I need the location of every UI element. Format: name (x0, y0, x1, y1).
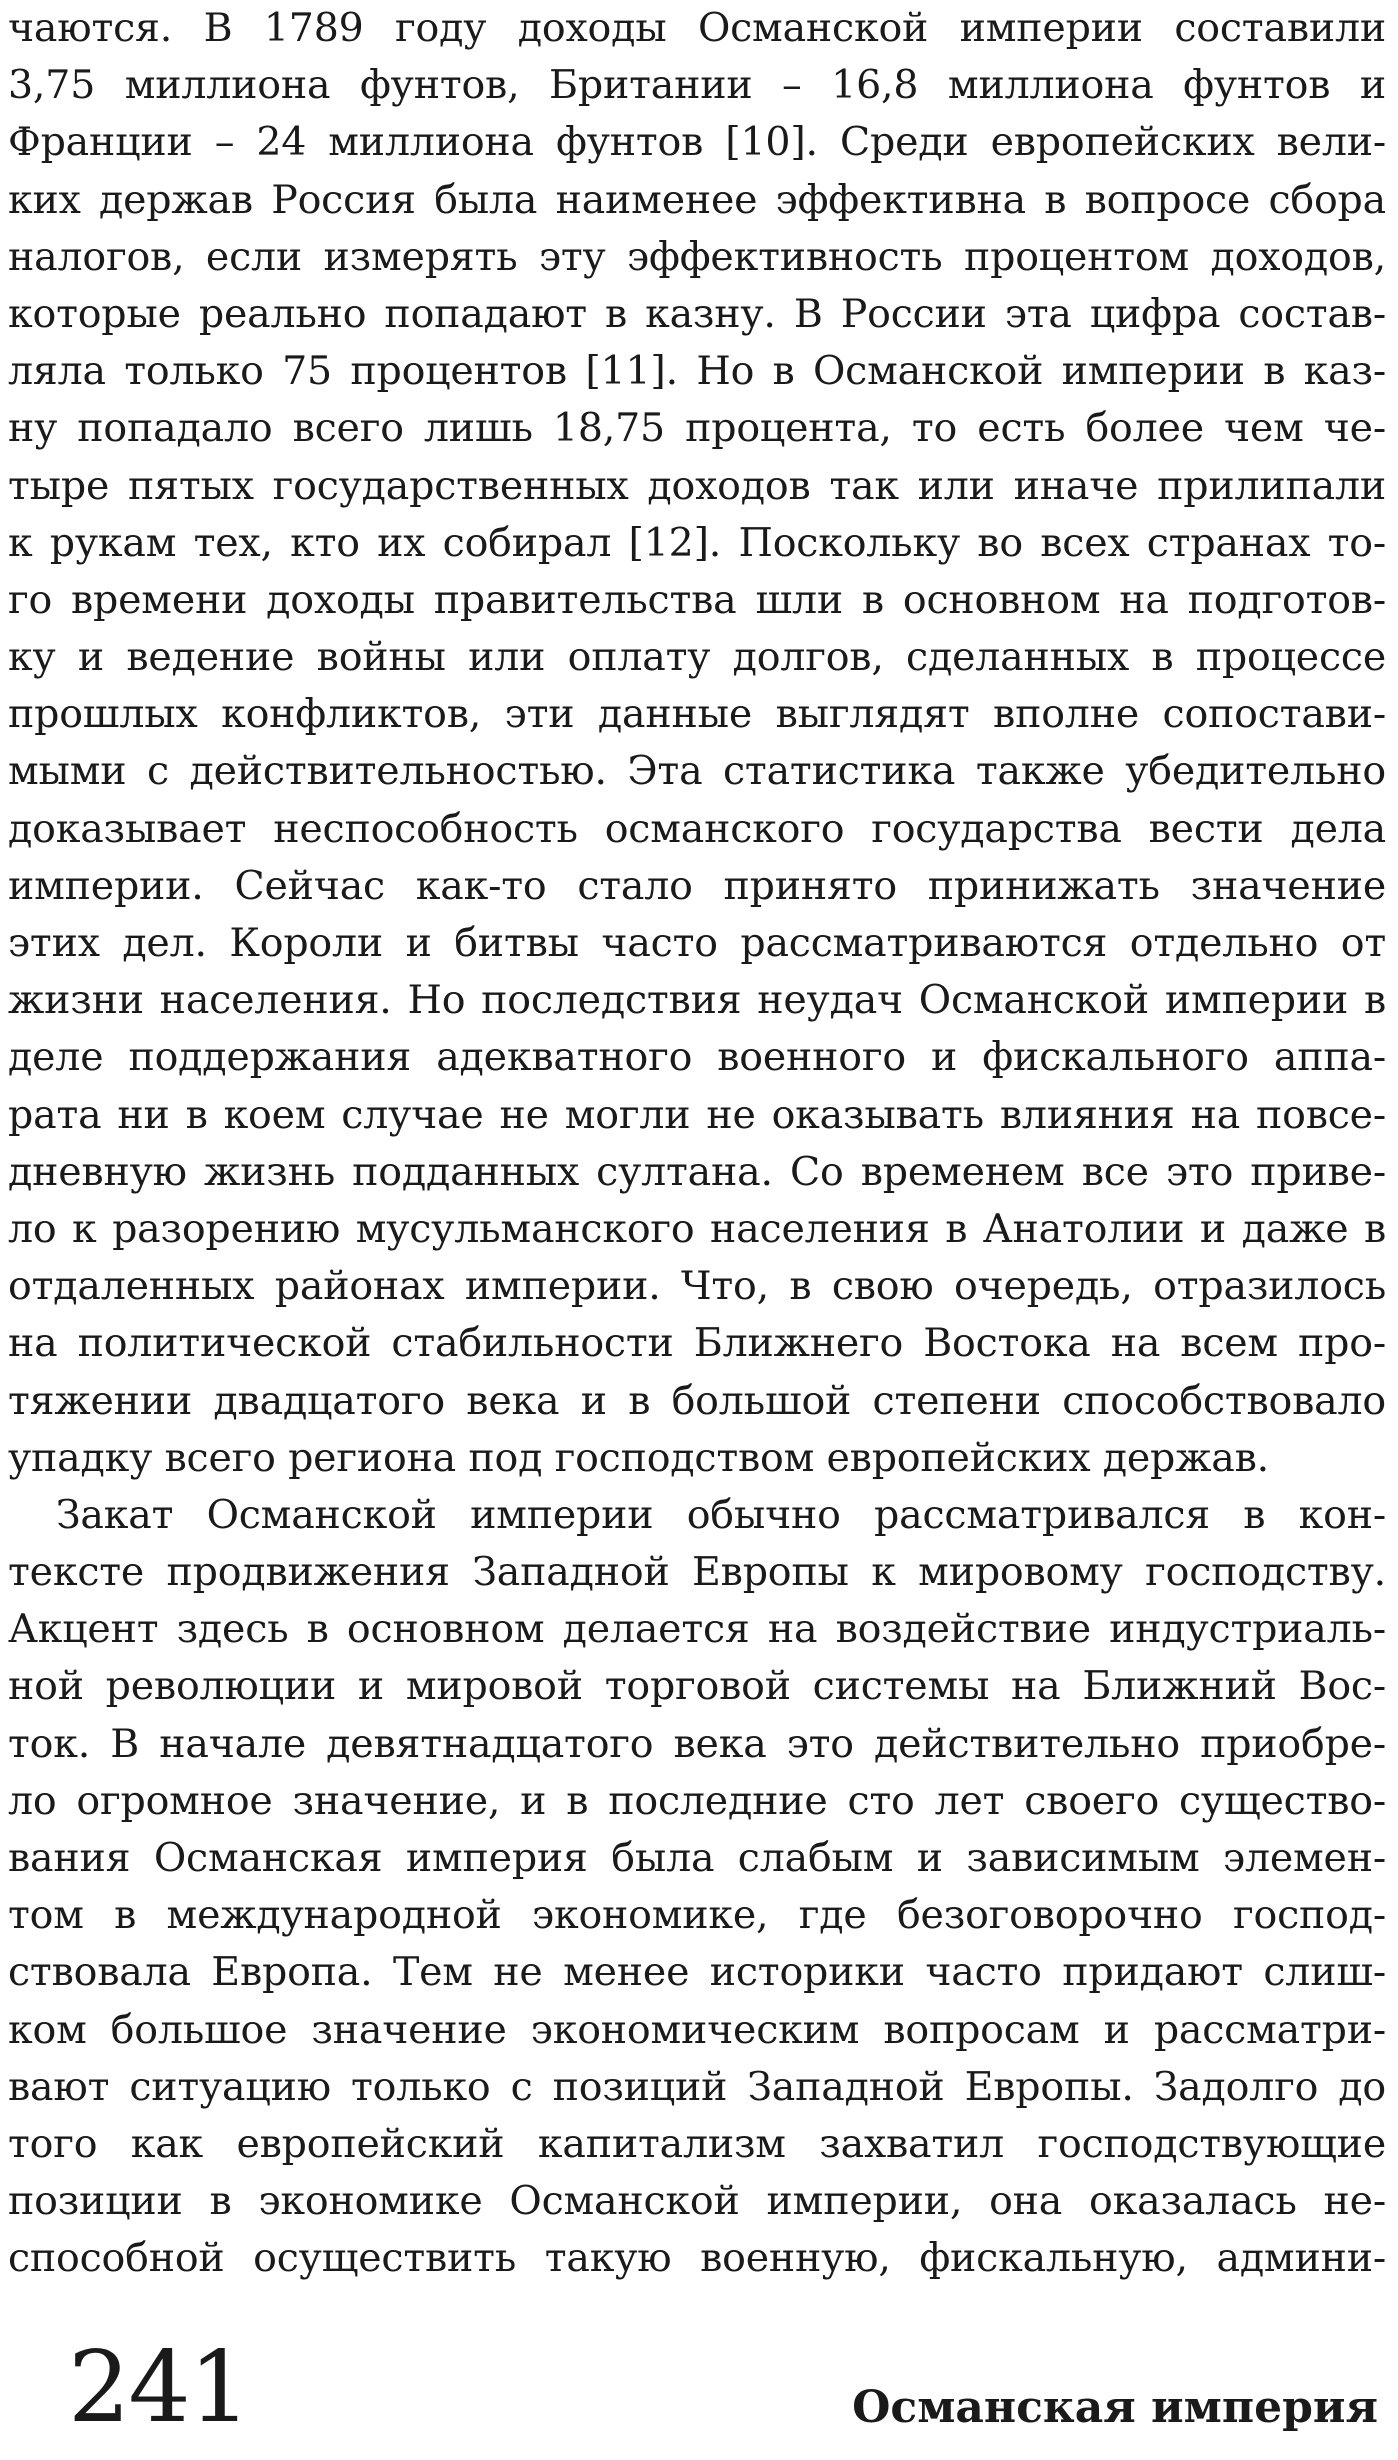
text-line: ной революции и мировой торговой системы на Ближний Вос- (8, 1663, 1386, 1710)
text-line: ляла только 75 процентов [11]. Но в Османской империи в каз- (8, 348, 1386, 395)
text-line: жизни населения. Но последствия неудач Османской империи в (8, 977, 1386, 1024)
page-number: 241 (68, 2331, 250, 2445)
text-line: чаются. В 1789 году доходы Османской империи составили (8, 5, 1386, 51)
text-line: рата ни в коем случае не могли не оказывать влияния на повсе- (8, 1091, 1386, 1138)
text-line: доказывает неспособность османского государства вести дела (8, 805, 1386, 852)
text-line: которые реально попадают в казну. В России эта цифра состав- (8, 290, 1386, 337)
text-line: отдаленных районах империи. Что, в свою очередь, отразилось (8, 1263, 1386, 1310)
text-line: дневную жизнь подданных султана. Со временем все это приве- (8, 1148, 1386, 1195)
text-line: того как европейский капитализм захватил господствующие (8, 2120, 1386, 2167)
text-line: империи. Сейчас как-то стало принято принижать значение (8, 862, 1386, 909)
text-line: позиции в экономике Османской империи, она оказалась не- (8, 2178, 1386, 2225)
text-line: деле поддержания адекватного военного и фискального аппа- (8, 1034, 1386, 1081)
text-line: на политической стабильности Ближнего Востока на всем про- (8, 1320, 1386, 1367)
text-line: вают ситуацию только с позиций Западной Европы. Задолго до (8, 2063, 1386, 2110)
text-line: тексте продвижения Западной Европы к мировому господству. (8, 1549, 1386, 1596)
text-line: налогов, если измерять эту эффективность процентом доходов, (8, 233, 1386, 280)
paragraph-start-line: Закат Османской империи обычно рассматривался в кон- (56, 1491, 1386, 1538)
text-line: 3,75 миллиона фунтов, Британии – 16,8 миллиона фунтов и (8, 62, 1386, 109)
text-line: Акцент здесь в основном делается на воздействие индустриаль- (8, 1606, 1386, 1653)
text-line: ку и ведение войны или оплату долгов, сделанных в процессе (8, 634, 1386, 681)
paragraph-end-line: упадку всего региона под господством европейских держав. (8, 1434, 1270, 1481)
text-line: этих дел. Короли и битвы часто рассматриваются отдельно от (8, 920, 1386, 966)
text-line: ток. В начале девятнадцатого века это действительно приобре- (8, 1720, 1386, 1767)
text-line: ну попадало всего лишь 18,75 процента, то есть более чем че- (8, 405, 1386, 452)
text-line: мыми с действительностью. Эта статистика также убедительно (8, 748, 1386, 795)
text-line: тяжении двадцатого века и в большой степени способствовало (8, 1377, 1386, 1424)
text-line: ком большое значение экономическим вопросам и рассматри- (8, 2006, 1386, 2053)
text-line: прошлых конфликтов, эти данные выглядят вполне сопостави- (8, 691, 1386, 738)
body-text (8, 0, 1386, 2288)
text-line: ких держав Россия была наименее эффективна в вопросе сбора (8, 176, 1386, 223)
text-line: к рукам тех, кто их собирал [12]. Поскольку во всех странах то- (8, 519, 1386, 566)
text-line: го времени доходы правительства шли в основном на подготов- (8, 576, 1386, 623)
running-head: Османская империя (852, 2382, 1378, 2433)
text-line: ствовала Европа. Тем не менее историки часто придают слиш- (8, 1949, 1386, 1996)
text-line: ло к разорению мусульманского населения в Анатолии и даже в (8, 1205, 1386, 1252)
text-line: вания Османская империя была слабым и зависимым элемен- (8, 1835, 1386, 1881)
text-line: способной осуществить такую военную, фискальную, админи- (8, 2235, 1386, 2282)
text-line: тыре пятых государственных доходов так или иначе прилипали (8, 462, 1386, 509)
text-line: Франции – 24 миллиона фунтов [10]. Среди европейских вели- (8, 119, 1386, 166)
text-line: ло огромное значение, и в последние сто лет своего существо- (8, 1777, 1386, 1824)
text-line: том в международной экономике, где безоговорочно господ- (8, 1892, 1386, 1939)
